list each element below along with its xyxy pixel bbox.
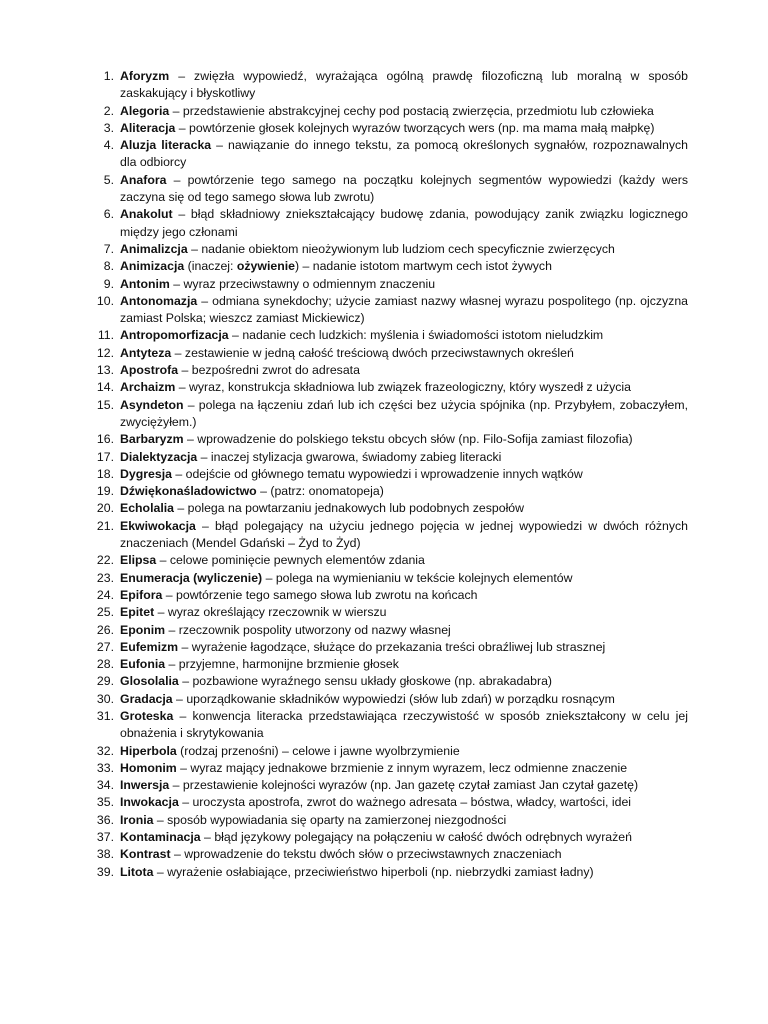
item-number: 21. [96, 518, 114, 533]
definition: – zwięzła wypowiedź, wyrażająca ogólną prawdę filozoficzną lub moralną w sposób zaskakujący i błyskotliwy [120, 69, 688, 101]
definition: – polega na powtarzaniu jednakowych lub podobnych zespołów [174, 501, 525, 516]
item-text [120, 258, 688, 275]
definition: – rzeczownik pospolity utworzony od nazwy własnej [165, 622, 451, 637]
definition: – powtórzenie głosek kolejnych wyrazów tworzących wers (np. ma mama małą małpkę) [175, 120, 655, 135]
item-text [120, 673, 688, 690]
item-text [120, 518, 688, 553]
item-number: 28. [96, 657, 114, 672]
item-number: 30. [96, 691, 114, 706]
item-text [120, 812, 688, 829]
term: Alegoria [120, 103, 170, 118]
item-number: 24. [96, 587, 114, 602]
term: Litota [120, 864, 154, 879]
term: Antropomorfizacja [120, 328, 229, 343]
item-text [120, 120, 688, 137]
item-text [120, 172, 688, 207]
item-text [120, 777, 688, 794]
definition: – błąd polegający na użyciu jednego pojęcia w jednej wypowiedzi w dwóch różnych znaczeniach (Mendel Gdański – Żyd to Żyd) [120, 518, 688, 551]
list-item [88, 570, 688, 587]
term: Anafora [120, 172, 167, 187]
item-text [120, 362, 688, 379]
list-item [88, 777, 688, 794]
definition: – bezpośredni zwrot do adresata [178, 363, 360, 378]
definition: – sposób wypowiadania się oparty na zamierzonej niezgodności [153, 812, 507, 827]
term: Dialektyzacja [120, 449, 198, 464]
term: Groteska [120, 708, 174, 723]
item-number: 26. [96, 622, 114, 637]
item-text [120, 639, 688, 656]
definition: – uporządkowanie składników wypowiedzi (słów lub zdań) w porządku rosnącym [172, 691, 615, 706]
term: Eufonia [120, 657, 166, 672]
list-item [88, 68, 688, 103]
list-item [88, 500, 688, 517]
item-text [120, 466, 688, 483]
item-number: 36. [96, 812, 114, 827]
item-text [120, 656, 688, 673]
item-text [120, 587, 688, 604]
list-item [88, 449, 688, 466]
item-number: 19. [96, 484, 114, 499]
definition: – polega na łączeniu zdań lub ich części bez użycia spójnika (np. Przybyłem, zobaczyłem, zwyciężyłem.) [120, 397, 688, 429]
item-text [120, 691, 688, 708]
definition: – zestawienie w jedną całość treściową dwóch przeciwstawnych określeń [171, 345, 574, 360]
term: Archaizm [120, 380, 176, 395]
list-item [88, 327, 688, 344]
item-text [120, 397, 688, 432]
item-number: 23. [96, 570, 114, 585]
list-item [88, 812, 688, 829]
item-number: 2. [103, 103, 114, 118]
term: Dźwiękonaśladowictwo [120, 484, 257, 499]
definition: – błąd językowy polegający na połączeniu w całość dwóch odrębnych wyrażeń [200, 830, 632, 845]
term: Apostrofa [120, 363, 179, 378]
term: Glosolalia [120, 674, 179, 689]
term: Elipsa [120, 553, 157, 568]
term: Ironia [120, 812, 154, 827]
item-text [120, 241, 688, 258]
term: Animizacja [120, 259, 185, 274]
item-number: 22. [96, 553, 114, 568]
term: Eufemizm [120, 639, 179, 654]
definition: (rodzaj przenośni) – celowe i jawne wyolbrzymienie [176, 743, 460, 758]
item-number: 38. [96, 847, 114, 862]
list-item [88, 483, 688, 500]
list-item [88, 552, 688, 569]
definition: – polega na wymienianiu w tekście kolejnych elementów [262, 570, 573, 585]
term: Inwersja [120, 778, 170, 793]
list-item [88, 345, 688, 362]
term: Aluzja literacka [120, 138, 212, 153]
item-number: 6. [103, 207, 114, 222]
list-item [88, 241, 688, 258]
item-number: 12. [96, 345, 114, 360]
item-number: 35. [96, 795, 114, 810]
term: Echolalia [120, 501, 174, 516]
list-item [88, 172, 688, 207]
definition: – nawiązanie do innego tekstu, za pomocą określonych sygnałów, rozpoznawalnych dla odbiorcy [120, 138, 688, 170]
item-text [120, 293, 688, 328]
item-number: 3. [103, 120, 114, 135]
list-item [88, 743, 688, 760]
definition: – konwencja literacka przedstawiająca rzeczywistość w sposób zniekształcony w celu jej obnażenia i skrytykowania [120, 708, 688, 741]
list-item [88, 276, 688, 293]
definition: ) – nadanie istotom martwym cech istot żywych [294, 259, 552, 274]
list-item [88, 120, 688, 137]
list-item [88, 362, 688, 379]
term: Kontrast [120, 847, 171, 862]
term-aside: (inaczej: [184, 259, 237, 274]
item-text [120, 604, 688, 621]
definition: – wyraz przeciwstawny o odmiennym znaczeniu [169, 276, 436, 291]
item-number: 5. [103, 172, 114, 187]
list-item [88, 379, 688, 396]
item-number: 37. [96, 830, 114, 845]
list-item [88, 639, 688, 656]
term: Aliteracja [120, 120, 176, 135]
list-item [88, 829, 688, 846]
definition: – (patrz: onomatopeja) [256, 484, 384, 499]
item-text [120, 552, 688, 569]
item-number: 18. [96, 466, 114, 481]
term: Antonomazja [120, 293, 198, 308]
definition: – nadanie cech ludzkich: myślenia i świadomości istotom nieludzkim [228, 328, 604, 343]
item-text [120, 327, 688, 344]
definition: – przestawienie kolejności wyrazów (np. Jan gazetę czytał zamiast Jan czytał gazetę) [169, 778, 639, 793]
list-item [88, 622, 688, 639]
term: Antyteza [120, 345, 172, 360]
term: Dygresja [120, 466, 172, 481]
definition: – pozbawione wyraźnego sensu układy głoskowe (np. abrakadabra) [178, 674, 553, 689]
item-text [120, 276, 688, 293]
item-text [120, 137, 688, 172]
term: Hiperbola [120, 743, 177, 758]
term: Inwokacja [120, 795, 179, 810]
definitions-list [88, 68, 688, 881]
item-number: 4. [103, 138, 114, 153]
list-item [88, 794, 688, 811]
item-number: 31. [96, 708, 114, 723]
term: Aforyzm [120, 69, 170, 83]
item-number: 17. [96, 449, 114, 464]
definition: – wprowadzenie do tekstu dwóch słów o przeciwstawnych znaczeniach [170, 847, 562, 862]
item-text [120, 379, 688, 396]
item-text [120, 103, 688, 120]
definition: – wprowadzenie do polskiego tekstu obcych słów (np. Filo-Sofija zamiast filozofia) [183, 432, 633, 447]
list-item [88, 587, 688, 604]
term: Epitet [120, 605, 155, 620]
list-item [88, 397, 688, 432]
list-item [88, 258, 688, 275]
list-item [88, 518, 688, 553]
list-item [88, 656, 688, 673]
definition: – powtórzenie tego samego na początku kolejnych segmentów wypowiedzi (każdy wers zaczyna się od tego samego słowa lub zwrotu) [120, 172, 688, 205]
item-text [120, 570, 688, 587]
term: Barbaryzm [120, 432, 184, 447]
definition: – przyjemne, harmonijne brzmienie głosek [165, 657, 399, 672]
item-number: 34. [96, 778, 114, 793]
item-number: 33. [96, 760, 114, 775]
item-number: 29. [96, 674, 114, 689]
list-item [88, 604, 688, 621]
synonym-term: ożywienie [236, 259, 295, 274]
list-item [88, 673, 688, 690]
item-number: 8. [103, 259, 114, 274]
definition: – wyraz określający rzeczownik w wierszu [154, 605, 387, 620]
term: Asyndeton [120, 397, 184, 412]
term: Gradacja [120, 691, 173, 706]
definition: – wyraz mający jednakowe brzmienie z innym wyrazem, lecz odmienne znaczenie [176, 760, 628, 775]
definition: – powtórzenie tego samego słowa lub zwrotu na końcach [162, 587, 478, 602]
term: Enumeracja (wyliczenie) [120, 570, 263, 585]
item-text [120, 846, 688, 863]
item-text [120, 500, 688, 517]
item-number: 11. [97, 328, 114, 343]
term: Kontaminacja [120, 830, 201, 845]
item-number: 32. [96, 743, 114, 758]
item-number: 14. [96, 380, 114, 395]
definition: – wyrażenie osłabiające, przeciwieństwo hiperboli (np. niebrzydki zamiast ładny) [153, 864, 594, 879]
term: Anakolut [120, 207, 173, 222]
item-number: 10. [96, 293, 114, 308]
definition: – wyrażenie łagodzące, służące do przekazania treści obraźliwej lub strasznej [178, 639, 606, 654]
definition: – inaczej stylizacja gwarowa, świadomy zabieg literacki [197, 449, 502, 464]
item-text [120, 829, 688, 846]
item-number: 27. [96, 639, 114, 654]
item-text [120, 345, 688, 362]
item-text [120, 449, 688, 466]
definition: – błąd składniowy zniekształcający budowę zdania, powodujący zanik związku logicznego między jego członami [120, 207, 688, 239]
definition: – odmiana synekdochy; użycie zamiast nazwy własnej wyrazu pospolitego (np. ojczyzna zamiast Polska; wieszcz zamiast Mickiewicz) [120, 293, 688, 326]
list-item [88, 846, 688, 863]
list-item [88, 293, 688, 328]
definition: – wyraz, konstrukcja składniowa lub związek frazeologiczny, który wyszedł z użycia [175, 380, 631, 395]
item-number: 1. [103, 69, 114, 83]
list-item [88, 760, 688, 777]
item-number: 20. [96, 501, 114, 516]
item-text [120, 743, 688, 760]
item-text [120, 794, 688, 811]
item-number: 9. [103, 276, 114, 291]
item-text [120, 760, 688, 777]
item-number: 13. [96, 363, 114, 378]
definition: – celowe pominięcie pewnych elementów zdania [156, 553, 425, 568]
item-text [120, 864, 688, 881]
term: Antonim [120, 276, 170, 291]
item-number: 7. [103, 241, 114, 256]
item-number: 25. [96, 605, 114, 620]
term: Animalizcja [120, 241, 188, 256]
definition: – uroczysta apostrofa, zwrot do ważnego adresata – bóstwa, władcy, wartości, idei [178, 795, 632, 810]
item-text [120, 622, 688, 639]
definition: – przedstawienie abstrakcyjnej cechy pod postacią zwierzęcia, przedmiotu lub człowieka [169, 103, 654, 118]
item-text [120, 206, 688, 241]
definition: – nadanie obiektom nieożywionym lub ludziom cech specyficznie zwierzęcych [187, 241, 615, 256]
item-text [120, 708, 688, 743]
term: Eponim [120, 622, 166, 637]
list-item [88, 708, 688, 743]
term: Epifora [120, 587, 163, 602]
list-item [88, 691, 688, 708]
term: Ekwiwokacja [120, 518, 196, 533]
item-number: 39. [96, 864, 114, 879]
list-item [88, 206, 688, 241]
list-item [88, 864, 688, 881]
item-text [120, 483, 688, 500]
list-item [88, 137, 688, 172]
item-number: 15. [96, 397, 114, 412]
list-item [88, 466, 688, 483]
term: Homonim [120, 760, 177, 775]
list-item [88, 431, 688, 448]
definition: – odejście od głównego tematu wypowiedzi i wprowadzenie innych wątków [171, 466, 583, 481]
list-item [88, 103, 688, 120]
item-text [120, 431, 688, 448]
item-number: 16. [96, 432, 114, 447]
item-text [120, 68, 688, 103]
